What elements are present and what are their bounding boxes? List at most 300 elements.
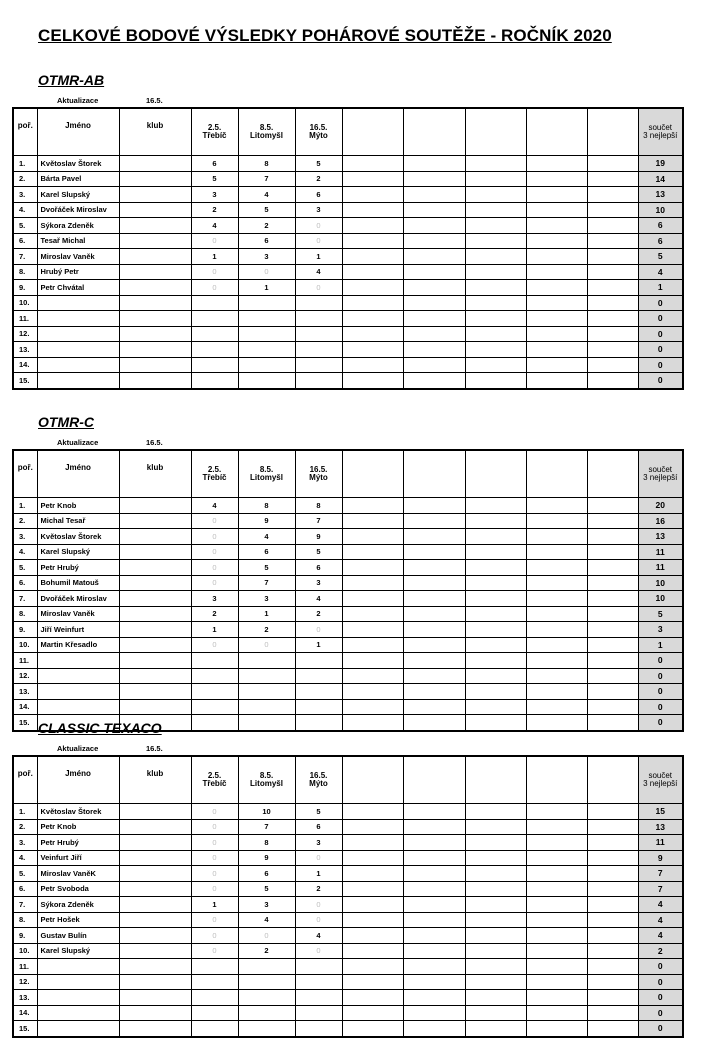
race-place: Třebíč: [202, 779, 227, 788]
points-cell: 0: [191, 819, 238, 835]
name-cell: [37, 311, 119, 327]
points-cell: 5: [191, 171, 238, 187]
points-cell: [295, 653, 342, 669]
empty-cell: [403, 835, 465, 851]
empty-cell: [465, 575, 526, 591]
points-cell: 0: [295, 233, 342, 249]
header-club-label: klub: [146, 121, 164, 130]
header-club-label: klub: [146, 769, 164, 778]
sum-cell: 7: [638, 881, 683, 897]
empty-cell: [465, 622, 526, 638]
empty-cell: [342, 295, 403, 311]
table-row: [13, 233, 683, 249]
points-cell: [191, 311, 238, 327]
empty-cell: [587, 156, 638, 172]
empty-cell: [587, 357, 638, 373]
club-cell: [119, 218, 191, 234]
rank-cell: 4.: [13, 850, 37, 866]
points-cell: 0: [191, 912, 238, 928]
points-cell: 10: [238, 804, 295, 820]
table-row: [13, 928, 683, 944]
name-cell: [37, 668, 119, 684]
club-cell: [119, 959, 191, 975]
header-race-1: [191, 756, 238, 804]
table-row: [13, 560, 683, 576]
empty-cell: [403, 881, 465, 897]
club-cell: [119, 202, 191, 218]
empty-cell: [342, 156, 403, 172]
empty-cell: [403, 280, 465, 296]
points-cell: [191, 295, 238, 311]
name-cell: Petr Knob: [37, 498, 119, 514]
points-cell: 4: [191, 498, 238, 514]
club-cell: [119, 529, 191, 545]
empty-cell: [403, 912, 465, 928]
points-cell: 4: [295, 928, 342, 944]
empty-cell: [587, 897, 638, 913]
points-cell: 2: [238, 943, 295, 959]
table-row: [13, 249, 683, 265]
table-row: [13, 850, 683, 866]
empty-cell: [587, 342, 638, 358]
empty-cell: [526, 450, 587, 498]
name-cell: Petr Hrubý: [37, 835, 119, 851]
rank-cell: 1.: [13, 804, 37, 820]
sum-cell: 0: [638, 653, 683, 669]
empty-cell: [403, 943, 465, 959]
empty-cell: [403, 156, 465, 172]
header-row: [13, 450, 683, 498]
update-label: Aktualizace: [57, 96, 99, 105]
points-cell: 0: [191, 943, 238, 959]
points-cell: 0: [295, 943, 342, 959]
points-cell: [191, 668, 238, 684]
empty-cell: [465, 928, 526, 944]
points-cell: 4: [238, 529, 295, 545]
club-cell: [119, 187, 191, 203]
empty-cell: [587, 513, 638, 529]
rank-cell: 13.: [13, 684, 37, 700]
points-cell: 0: [295, 912, 342, 928]
rank-cell: 15.: [13, 1021, 37, 1037]
empty-cell: [526, 513, 587, 529]
empty-cell: [465, 187, 526, 203]
empty-cell: [526, 881, 587, 897]
empty-cell: [465, 498, 526, 514]
points-cell: 0: [295, 850, 342, 866]
empty-cell: [587, 699, 638, 715]
empty-cell: [342, 264, 403, 280]
points-cell: 5: [238, 881, 295, 897]
empty-cell: [587, 544, 638, 560]
empty-cell: [526, 575, 587, 591]
rank-cell: 4.: [13, 202, 37, 218]
club-cell: [119, 897, 191, 913]
empty-cell: [587, 233, 638, 249]
header-race-1: [191, 108, 238, 156]
points-cell: [295, 311, 342, 327]
empty-cell: [342, 171, 403, 187]
empty-cell: [526, 218, 587, 234]
points-cell: 7: [238, 575, 295, 591]
table-row: [13, 202, 683, 218]
empty-cell: [526, 249, 587, 265]
name-cell: [37, 990, 119, 1006]
results-table-otmr-c: [12, 449, 684, 732]
name-cell: Gustav Bulín: [37, 928, 119, 944]
update-value: 16.5.: [146, 96, 163, 105]
empty-cell: [526, 295, 587, 311]
empty-cell: [403, 653, 465, 669]
sum-cell: 10: [638, 591, 683, 607]
points-cell: [295, 715, 342, 731]
empty-cell: [403, 959, 465, 975]
empty-cell: [526, 668, 587, 684]
points-cell: 8: [238, 498, 295, 514]
points-cell: 4: [238, 187, 295, 203]
update-value: 16.5.: [146, 438, 163, 447]
empty-cell: [587, 575, 638, 591]
race-date: 2.5.: [207, 771, 222, 780]
empty-cell: [526, 684, 587, 700]
points-cell: 0: [295, 280, 342, 296]
points-cell: [191, 684, 238, 700]
empty-cell: [342, 311, 403, 327]
name-cell: Petr Chvátal: [37, 280, 119, 296]
table-row: [13, 881, 683, 897]
empty-cell: [403, 699, 465, 715]
table-row: [13, 187, 683, 203]
header-sum: [638, 450, 683, 498]
sum-cell: 4: [638, 897, 683, 913]
header-race-3: [295, 756, 342, 804]
empty-cell: [342, 1005, 403, 1021]
rank-cell: 6.: [13, 881, 37, 897]
points-cell: [295, 668, 342, 684]
table-row: [13, 835, 683, 851]
name-cell: Miroslav VaněK: [37, 866, 119, 882]
club-cell: [119, 928, 191, 944]
empty-cell: [526, 637, 587, 653]
rank-cell: 9.: [13, 928, 37, 944]
empty-cell: [403, 606, 465, 622]
table-row: [13, 171, 683, 187]
empty-cell: [403, 342, 465, 358]
empty-cell: [342, 897, 403, 913]
club-cell: [119, 1005, 191, 1021]
empty-cell: [465, 959, 526, 975]
empty-cell: [587, 622, 638, 638]
empty-cell: [587, 218, 638, 234]
empty-cell: [526, 233, 587, 249]
empty-cell: [403, 233, 465, 249]
points-cell: 0: [191, 575, 238, 591]
points-cell: [295, 990, 342, 1006]
header-race-1: [191, 450, 238, 498]
table-row: [13, 912, 683, 928]
sum-cell: 14: [638, 171, 683, 187]
empty-cell: [587, 1005, 638, 1021]
name-cell: [37, 326, 119, 342]
club-cell: [119, 498, 191, 514]
points-cell: 0: [191, 280, 238, 296]
points-cell: [238, 295, 295, 311]
club-cell: [119, 342, 191, 358]
empty-cell: [342, 715, 403, 731]
results-table-otmr-ab: [12, 107, 684, 390]
table-row: [13, 342, 683, 358]
rank-cell: 7.: [13, 249, 37, 265]
club-cell: [119, 373, 191, 389]
sum-cell: 9: [638, 850, 683, 866]
empty-cell: [465, 804, 526, 820]
points-cell: 0: [295, 622, 342, 638]
club-cell: [119, 249, 191, 265]
empty-cell: [465, 653, 526, 669]
name-cell: Petr Hošek: [37, 912, 119, 928]
empty-cell: [403, 544, 465, 560]
points-cell: 0: [191, 233, 238, 249]
sum-cell: 11: [638, 835, 683, 851]
rank-cell: 13.: [13, 990, 37, 1006]
race-date: 8.5.: [259, 123, 274, 132]
points-cell: 0: [295, 897, 342, 913]
sum-label-2: 3 nejlepší: [643, 131, 678, 140]
empty-cell: [403, 974, 465, 990]
empty-cell: [587, 187, 638, 203]
sum-cell: 0: [638, 1005, 683, 1021]
empty-cell: [587, 295, 638, 311]
points-cell: 9: [238, 513, 295, 529]
rank-cell: 15.: [13, 715, 37, 731]
points-cell: 3: [295, 202, 342, 218]
club-cell: [119, 357, 191, 373]
points-cell: [295, 959, 342, 975]
empty-cell: [526, 1005, 587, 1021]
name-cell: Sýkora Zdeněk: [37, 218, 119, 234]
empty-cell: [465, 1021, 526, 1037]
empty-cell: [342, 866, 403, 882]
points-cell: 5: [295, 804, 342, 820]
points-cell: 0: [191, 544, 238, 560]
empty-cell: [526, 959, 587, 975]
sum-cell: 10: [638, 575, 683, 591]
points-cell: 1: [191, 897, 238, 913]
points-cell: 2: [295, 606, 342, 622]
table-row: [13, 990, 683, 1006]
club-cell: [119, 560, 191, 576]
points-cell: [191, 959, 238, 975]
rank-cell: 1.: [13, 156, 37, 172]
table-row: [13, 373, 683, 389]
empty-cell: [342, 684, 403, 700]
name-cell: Martin Křesadlo: [37, 637, 119, 653]
table-row: [13, 622, 683, 638]
header-rank: [13, 756, 37, 804]
empty-cell: [587, 866, 638, 882]
club-cell: [119, 280, 191, 296]
empty-cell: [526, 498, 587, 514]
empty-cell: [587, 591, 638, 607]
sum-cell: 7: [638, 866, 683, 882]
points-cell: 8: [238, 156, 295, 172]
empty-cell: [526, 108, 587, 156]
points-cell: 3: [238, 591, 295, 607]
points-cell: [238, 699, 295, 715]
empty-cell: [342, 637, 403, 653]
rank-cell: 15.: [13, 373, 37, 389]
empty-cell: [403, 819, 465, 835]
rank-cell: 10.: [13, 943, 37, 959]
empty-cell: [403, 575, 465, 591]
empty-cell: [587, 943, 638, 959]
name-cell: [37, 357, 119, 373]
sum-cell: 0: [638, 357, 683, 373]
empty-cell: [342, 881, 403, 897]
empty-cell: [465, 233, 526, 249]
empty-cell: [587, 756, 638, 804]
table-row: [13, 357, 683, 373]
name-cell: Veinfurt Jiří: [37, 850, 119, 866]
empty-cell: [587, 311, 638, 327]
empty-cell: [403, 1005, 465, 1021]
empty-cell: [526, 715, 587, 731]
empty-cell: [403, 668, 465, 684]
club-cell: [119, 850, 191, 866]
club-cell: [119, 544, 191, 560]
empty-cell: [587, 684, 638, 700]
empty-cell: [465, 715, 526, 731]
table-row: [13, 156, 683, 172]
header-name-label: Jméno: [65, 121, 91, 130]
points-cell: 0: [191, 804, 238, 820]
points-cell: [238, 715, 295, 731]
club-cell: [119, 233, 191, 249]
points-cell: 6: [295, 187, 342, 203]
empty-cell: [526, 943, 587, 959]
empty-cell: [342, 804, 403, 820]
empty-cell: [342, 373, 403, 389]
sum-cell: 1: [638, 280, 683, 296]
empty-cell: [342, 326, 403, 342]
empty-cell: [403, 1021, 465, 1037]
empty-cell: [465, 699, 526, 715]
rank-cell: 2.: [13, 819, 37, 835]
empty-cell: [526, 866, 587, 882]
points-cell: 0: [191, 928, 238, 944]
name-cell: [37, 1005, 119, 1021]
empty-cell: [465, 280, 526, 296]
points-cell: 6: [238, 233, 295, 249]
empty-cell: [403, 804, 465, 820]
points-cell: 2: [295, 171, 342, 187]
sum-cell: 6: [638, 218, 683, 234]
empty-cell: [587, 529, 638, 545]
table-row: [13, 529, 683, 545]
club-cell: [119, 591, 191, 607]
points-cell: [295, 974, 342, 990]
empty-cell: [342, 699, 403, 715]
empty-cell: [403, 218, 465, 234]
empty-cell: [465, 249, 526, 265]
points-cell: [238, 311, 295, 327]
name-cell: Miroslav Vaněk: [37, 249, 119, 265]
empty-cell: [526, 850, 587, 866]
rank-cell: 3.: [13, 529, 37, 545]
empty-cell: [526, 622, 587, 638]
empty-cell: [342, 450, 403, 498]
empty-cell: [342, 850, 403, 866]
points-cell: 2: [191, 606, 238, 622]
club-cell: [119, 668, 191, 684]
table-row: [13, 804, 683, 820]
club-cell: [119, 684, 191, 700]
empty-cell: [403, 715, 465, 731]
points-cell: [295, 342, 342, 358]
empty-cell: [342, 591, 403, 607]
sum-cell: 0: [638, 959, 683, 975]
race-date: 16.5.: [309, 465, 328, 474]
empty-cell: [403, 264, 465, 280]
points-cell: [191, 715, 238, 731]
empty-cell: [526, 187, 587, 203]
header-club: [119, 108, 191, 156]
rank-cell: 12.: [13, 326, 37, 342]
empty-cell: [342, 357, 403, 373]
race-date: 8.5.: [259, 771, 274, 780]
name-cell: [37, 295, 119, 311]
empty-cell: [587, 280, 638, 296]
name-cell: [37, 342, 119, 358]
points-cell: 0: [295, 218, 342, 234]
sum-cell: 1: [638, 637, 683, 653]
rank-cell: 8.: [13, 264, 37, 280]
name-cell: Dvořáček Miroslav: [37, 202, 119, 218]
empty-cell: [342, 544, 403, 560]
empty-cell: [587, 202, 638, 218]
empty-cell: [342, 108, 403, 156]
club-cell: [119, 990, 191, 1006]
points-cell: 1: [191, 622, 238, 638]
sum-label: součet: [648, 465, 673, 474]
rank-cell: 10.: [13, 637, 37, 653]
sum-cell: 0: [638, 668, 683, 684]
rank-cell: 3.: [13, 835, 37, 851]
sum-cell: 5: [638, 606, 683, 622]
empty-cell: [526, 912, 587, 928]
name-cell: Petr Svoboda: [37, 881, 119, 897]
points-cell: 0: [191, 529, 238, 545]
empty-cell: [342, 280, 403, 296]
race-place: Mýto: [309, 131, 328, 140]
empty-cell: [403, 850, 465, 866]
points-cell: 2: [191, 202, 238, 218]
empty-cell: [342, 202, 403, 218]
empty-cell: [403, 202, 465, 218]
empty-cell: [403, 897, 465, 913]
empty-cell: [403, 866, 465, 882]
empty-cell: [526, 529, 587, 545]
table-row: [13, 1021, 683, 1037]
empty-cell: [465, 450, 526, 498]
header-race-2: [238, 450, 295, 498]
sum-cell: 0: [638, 684, 683, 700]
points-cell: 6: [191, 156, 238, 172]
points-cell: [191, 699, 238, 715]
empty-cell: [465, 850, 526, 866]
rank-cell: 5.: [13, 866, 37, 882]
empty-cell: [342, 560, 403, 576]
